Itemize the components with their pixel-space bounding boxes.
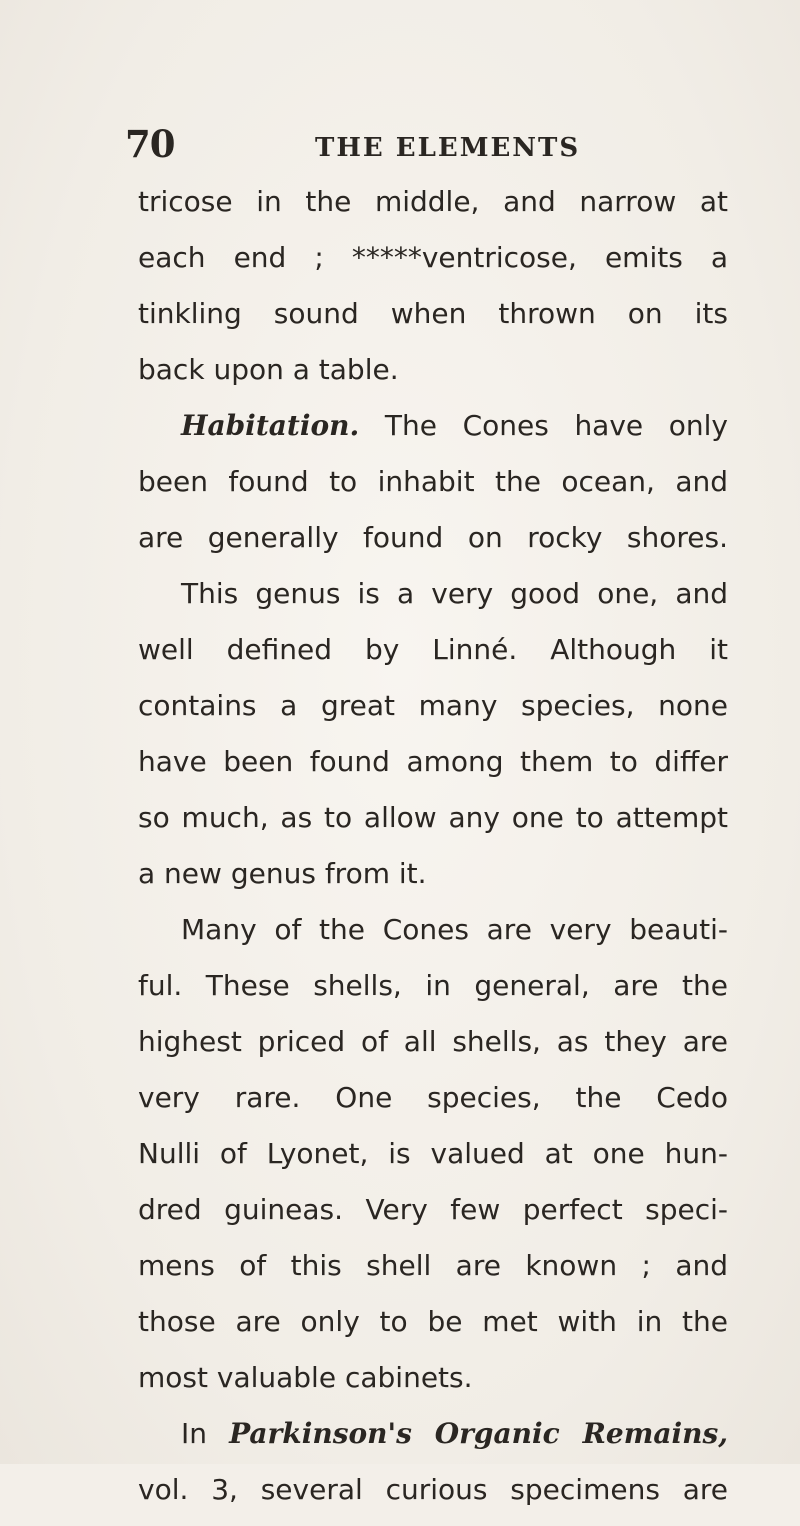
book-title: Parkinson's Organic Remains,	[229, 1417, 728, 1450]
text-line: ful. These shells, in general, are the	[138, 969, 728, 1002]
text-line: those are only to be met with in the	[138, 1305, 728, 1338]
text-line: Many of the Cones are very beauti-	[181, 913, 728, 946]
page-header	[125, 122, 645, 172]
text-fragment: In	[181, 1417, 208, 1450]
text-line: most valuable cabinets.	[138, 1361, 473, 1394]
text-line: have been found among them to differ	[138, 745, 728, 778]
text-line: vol. 3, several curious specimens are	[138, 1473, 728, 1506]
text-line: very rare. One species, the Cedo	[138, 1081, 728, 1114]
section-heading: Habitation.	[181, 409, 360, 442]
text-line: dred guineas. Very few perfect speci-	[138, 1193, 728, 1226]
text-line: tinkling sound when thrown on its	[138, 297, 728, 330]
text-line: tricose in the middle, and narrow at	[138, 185, 728, 218]
text-fragment: The Cones have only	[384, 409, 728, 442]
text-line	[181, 1414, 728, 1470]
text-line: a new genus from it.	[138, 857, 427, 890]
text-line: This genus is a very good one, and	[181, 577, 728, 610]
text-line: well defined by Linné. Although it	[138, 633, 728, 666]
page-number: 70	[125, 122, 175, 166]
running-head: THE ELEMENTS	[315, 133, 581, 163]
text-line: been found to inhabit the ocean, and	[138, 465, 728, 498]
text-line: are generally found on rocky shores.	[138, 521, 728, 554]
text-line: so much, as to allow any one to attempt	[138, 801, 728, 834]
text-line: contains a great many species, none	[138, 689, 728, 722]
text-line: mens of this shell are known ; and	[138, 1249, 728, 1282]
text-line: Nulli of Lyonet, is valued at one hun-	[138, 1137, 728, 1170]
text-line: each end ; *****ventricose, emits a	[138, 241, 728, 274]
text-line: back upon a table.	[138, 353, 399, 386]
text-line	[181, 406, 728, 462]
text-line: highest priced of all shells, as they are	[138, 1025, 728, 1058]
